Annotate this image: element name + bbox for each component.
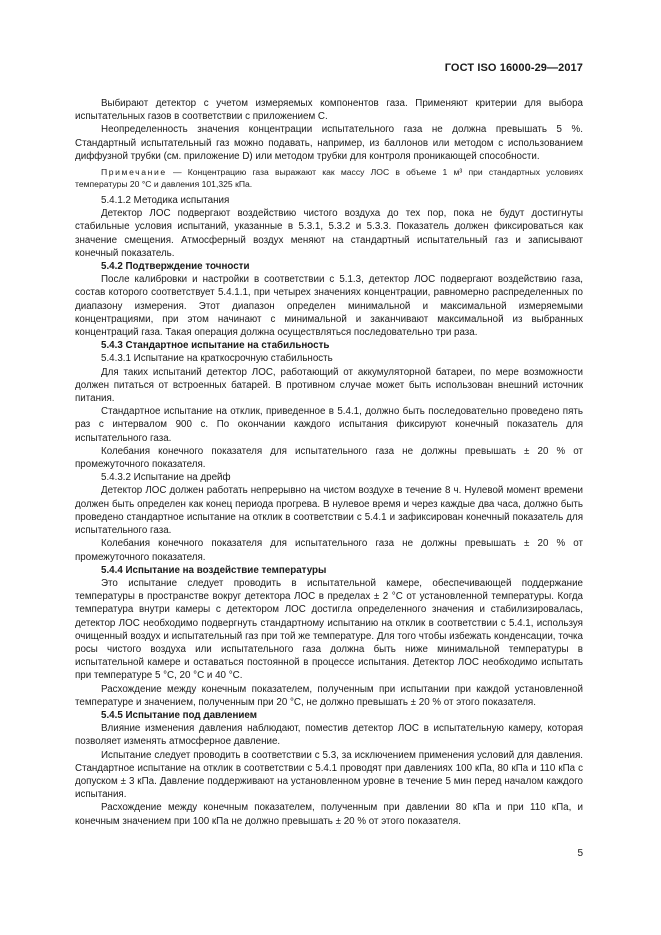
paragraph: Колебания конечного показателя для испытательного газа не должны превышать ± 20 % от промежуточного показателя. xyxy=(75,538,583,563)
section-heading: 5.4.3.1 Испытание на краткосрочную стабильность xyxy=(101,353,333,365)
paragraph: Выбирают детектор с учетом измеряемых компонентов газа. Применяют критерии для выбора испытательных газов в соответствии с приложением С. xyxy=(75,98,583,123)
paragraph: Это испытание следует проводить в испытательной камере, обеспечивающей поддержание температуры в пространстве вокруг детектора ЛОС в пределах ± 2 °С от установленной температуры. Когда температура внутри камеры с детектором ЛОС достигла определенного значения и стабилизировалась, детектор ЛОС необходимо подвергнуть стандартному испытанию на отклик в соответствии с 5.4.1, используя очищенный воздух и испытательный газ при той же температуре. Для того чтобы избежать конденсации, точка росы чистого воздуха или испытательного газа должна быть ниже минимальной температуры в испытательной камере и оставаться постоянной в процессе испытания. Детектор ЛОС необходимо испытать при температуре 5 °С, 20 °С и 40 °С. xyxy=(75,577,583,682)
section-heading: 5.4.3.2 Испытание на дрейф xyxy=(101,472,231,484)
page-number: 5 xyxy=(577,848,583,859)
section-heading: 5.4.2 Подтверждение точности xyxy=(101,261,250,273)
note-label: Примечание xyxy=(101,167,167,178)
paragraph: Детектор ЛОС должен работать непрерывно на чистом воздухе в течение 8 ч. Нулевой момент времени должен быть определен как конец периода прогрева. В нулевое время и через каждые два часа, должно быть проведено стандартное испытание на отклик в соответствии с 5.4.1 и зафиксирован конечный показатель для испытательного газа. xyxy=(75,485,583,537)
section-heading: 5.4.3 Стандартное испытание на стабильность xyxy=(101,340,330,352)
note xyxy=(75,166,583,190)
section-heading: 5.4.5 Испытание под давлением xyxy=(101,709,257,721)
paragraph: Для таких испытаний детектор ЛОС, работающий от аккумуляторной батареи, по мере возможности должен питаться от встроенных батарей. В противном случае может быть использован внешний источник питания. xyxy=(75,366,583,405)
note-text: — Концентрацию газа выражают как массу ЛОС в объеме 1 м³ при стандартных условиях температуры 20 °С и давления 101,325 кПа. xyxy=(75,167,583,190)
paragraph: Колебания конечного показателя для испытательного газа не должны превышать ± 20 % от промежуточного показателя. xyxy=(75,445,583,471)
section-heading: 5.4.1.2 Методика испытания xyxy=(101,195,230,207)
paragraph: Расхождение между конечным показателем, полученным при давлении 80 кПа и при 110 кПа, и конечным значением при 100 кПа не должно превышать ± 20 % от этого показателя. xyxy=(75,802,583,827)
section-heading: 5.4.4 Испытание на воздействие температуры xyxy=(101,564,327,576)
paragraph: Детектор ЛОС подвергают воздействию чистого воздуха до тех пор, пока не будут достигнуты стабильные условия испытаний, указанные в 5.3.1, 5.3.2 и 5.3.3. Показатель должен фиксироваться как значение смещения. Атмосферный воздух меняют на стандартный испытательный газ и записывают конечный показатель. xyxy=(75,208,583,259)
paragraph: Расхождение между конечным показателем, полученным при испытании при каждой установленной температуре и значением, полученным при 20 °С, не должно превышать ± 20 % от этого показателя. xyxy=(75,683,583,708)
paragraph: После калибровки и настройки в соответствии с 5.1.3, детектор ЛОС подвергают воздействию газа, состав которого соответствует 5.4.1.1, при четырех значениях концентрации, равномерно распределенных по диапазону измерения. Этот диапазон определен минимальной и максимальной измеряемыми концентрациями, при этом начинают с минимальной и заканчивают максимальной из выбранных концентраций газа. Такая операция должна осуществляться последовательно три раза. xyxy=(75,274,583,339)
paragraph: Влияние изменения давления наблюдают, поместив детектор ЛОС в испытательную камеру, которая позволяет изменять атмосферное давление. xyxy=(75,723,583,748)
document-body xyxy=(75,97,583,828)
paragraph: Стандартное испытание на отклик, приведенное в 5.4.1, должно быть последовательно проведено пять раз с интервалом 900 с. По окончании каждого испытания фиксируют конечный показатель для испытательного газа. xyxy=(75,406,583,444)
paragraph: Неопределенность значения концентрации испытательного газа не должна превышать 5 %. Стандартный испытательный газ можно подавать, например, из баллонов или методом с использованием диффузной трубки (см. приложение D) или методом трубки для контроля проникающей способности. xyxy=(75,124,583,162)
paragraph: Испытание следует проводить в соответствии с 5.3, за исключением применения условий для давления. Стандартное испытание на отклик в соответствии с 5.4.1 проводят при давлениях 100 кПа, 80 кПа и 110 кПа с допуском ± 3 кПа. Давление поддерживают на установленном уровне в течение 5 мин перед началом каждого испытания. xyxy=(75,749,583,801)
document-id-header: ГОСТ ISO 16000-29—2017 xyxy=(444,62,583,74)
